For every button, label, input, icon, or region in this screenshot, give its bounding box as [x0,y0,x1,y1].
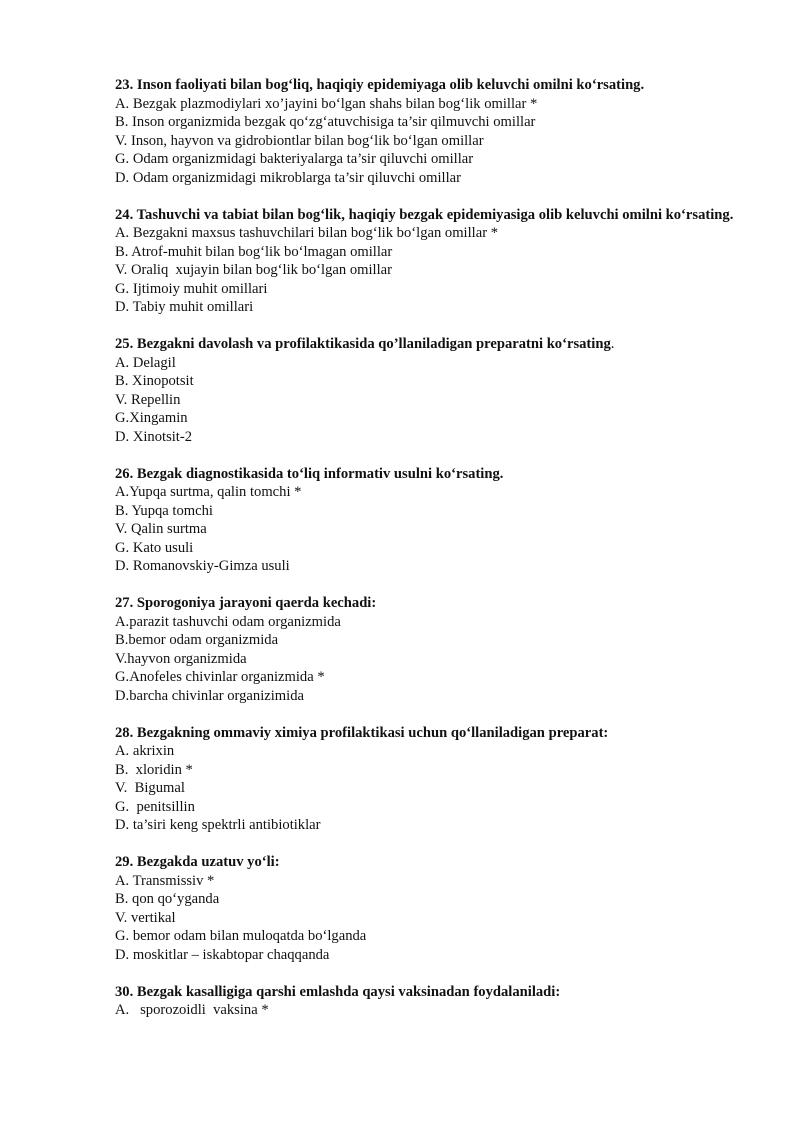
answer-option: B. Xinopotsit [115,373,194,389]
answer-option: A. Bezgakni maxsus tashuvchilari bilan bog‘lik bo‘lgan omillar * [115,225,499,241]
answer-option: G. penitsillin [115,798,195,815]
question-title-text: 27. Sporogoniya jarayoni qaerda kechadi: [115,595,377,611]
answer-option: A. akrixin [115,743,175,759]
question-title-text: 25. Bezgakni davolash va profilaktikasida qo’llaniladigan preparatni ko‘rsating [115,336,611,352]
answer-option: G. Kato usuli [115,539,194,556]
question-title [115,983,735,1002]
answer-option: B.bemor odam organizmida [115,632,279,648]
question-block [115,724,735,835]
question-title-text: 26. Bezgak diagnostikasida to‘liq informativ usulni ko‘rsating. [115,465,504,482]
question-title-text: 28. Bezgakning ommaviy ximiya profilaktikasi uchun qo‘llaniladigan preparat: [115,724,609,741]
question-title [115,335,735,354]
question-title [115,724,735,743]
answer-option: D. Tabiy muhit omillari [115,299,254,315]
question-title-text: 24. Tashuvchi va tabiat bilan bog‘lik, haqiqiy bezgak epidemiyasiga olib keluvchi omilni ko‘rsating. [115,206,734,223]
question-block [115,206,735,317]
question-block [115,465,735,576]
answer-option: G. Ijtimoiy muhit omillari [115,280,268,297]
question-block [115,335,735,446]
answer-option: D. Xinotsit-2 [115,428,193,445]
question-title-text: 29. Bezgakda uzatuv yo‘li: [115,854,280,870]
answer-option: V. Oraliq xujayin bilan bog‘lik bo‘lgan omillar [115,262,392,278]
answer-option: B. Atrof-muhit bilan bog‘lik bo‘lmagan omillar [115,243,393,260]
answer-option: G. bemor odam bilan muloqatda bo‘lganda [115,928,367,944]
question-block [115,853,735,964]
question-title-text: 23. Inson faoliyati bilan bog‘liq, haqiqiy epidemiyaga olib keluvchi omilni ko‘rsating. [115,77,645,93]
answer-option: G.Xingamin [115,410,188,426]
question-title-trail: . [610,336,615,352]
question-block [115,983,735,1020]
answer-option: B. qon qo‘yganda [115,891,220,907]
answer-option: V. Repellin [115,391,181,408]
document-page [115,76,735,1038]
answer-option: B. Inson organizmida bezgak qo‘zg‘atuvchisiga ta’sir qilmuvchi omillar [115,114,536,130]
answer-option: G. Odam organizmidagi bakteriyalarga ta’sir qiluvchi omillar [115,151,474,167]
question-title-text: 30. Bezgak kasalligiga qarshi emlashda qaysi vaksinadan foydalaniladi: [115,983,561,1000]
answer-option: A.parazit tashuvchi odam organizmida [115,613,341,630]
question-block [115,594,735,705]
answer-option: V. vertikal [115,909,176,926]
answer-option: B. xloridin * [115,761,193,778]
question-title [115,465,735,484]
question-title [115,853,735,872]
answer-option: V. Bigumal [115,780,185,796]
answer-option: D. ta’siri keng spektrli antibiotiklar [115,817,321,833]
question-block [115,76,735,187]
answer-option: V.hayvon organizmida [115,650,247,667]
question-title [115,76,735,95]
answer-option: A. sporozoidli vaksina * [115,1002,269,1018]
answer-option: A. Transmissiv * [115,872,215,889]
question-title [115,206,735,225]
answer-option: B. Yupqa tomchi [115,502,213,519]
answer-option: V. Qalin surtma [115,521,207,537]
answer-option: D. Odam organizmidagi mikroblarga ta’sir qiluvchi omillar [115,169,461,186]
answer-option: D.barcha chivinlar organizimida [115,687,304,704]
answer-option: D. moskitlar – iskabtopar chaqqanda [115,946,330,963]
answer-option: A. Bezgak plazmodiylari xo’jayini bo‘lgan shahs bilan bog‘lik omillar * [115,95,538,112]
question-title [115,594,735,613]
answer-option: V. Inson, hayvon va gidrobiontlar bilan bog‘lik bo‘lgan omillar [115,132,484,149]
answer-option: D. Romanovskiy-Gimza usuli [115,558,290,574]
answer-option: A.Yupqa surtma, qalin tomchi * [115,484,302,500]
answer-option: A. Delagil [115,354,176,371]
answer-option: G.Anofeles chivinlar organizmida * [115,669,325,685]
